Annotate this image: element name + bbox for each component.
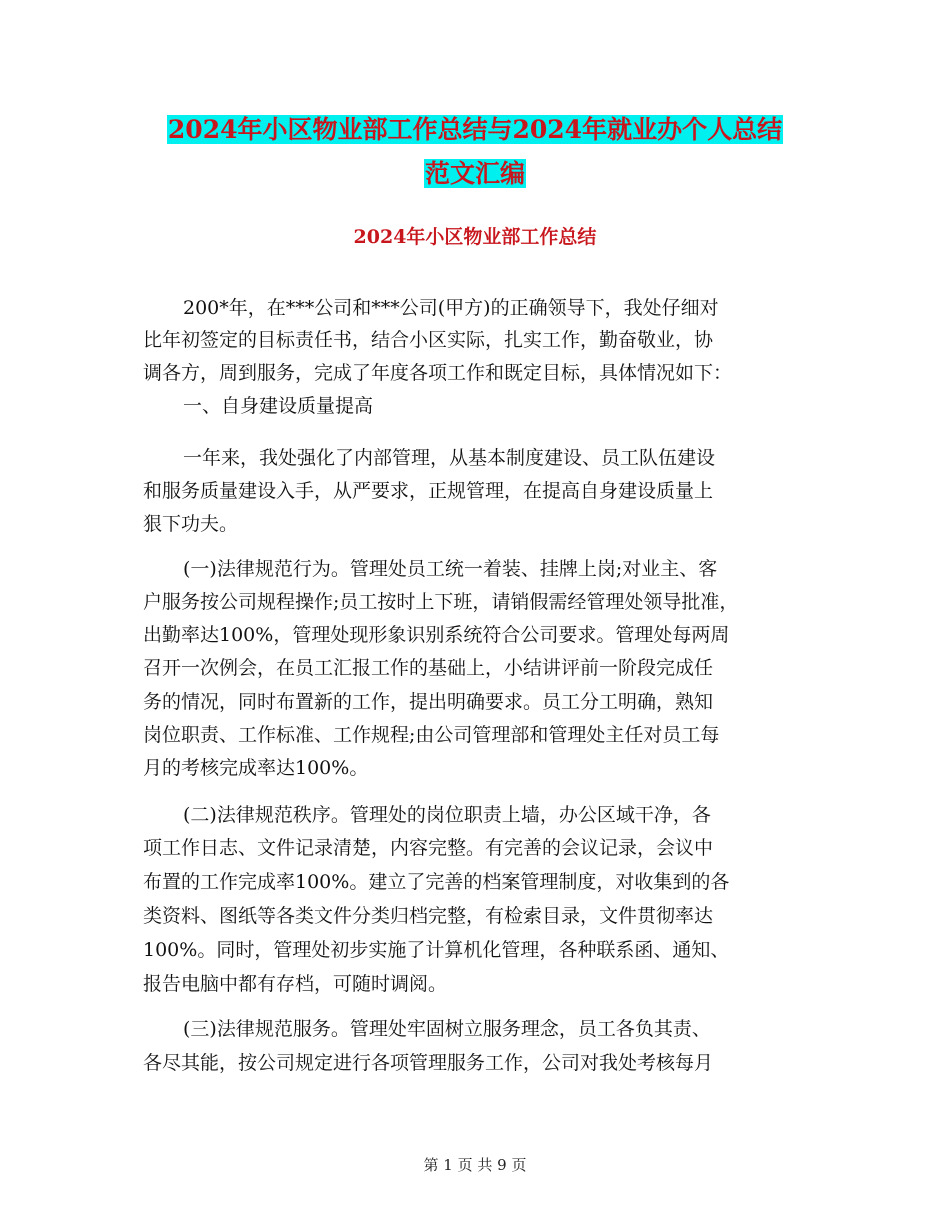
paragraph-line: 狠下功夫。 [143,513,239,535]
section-heading: 一、自身建设质量提高 [183,395,374,417]
paragraph-line: 出勤率达100%，管理处现形象识别系统符合公司要求。管理处每两周 [143,624,730,646]
paragraph-line: 200*年，在***公司和***公司(甲方)的正确领导下，我处仔细对 [183,297,719,319]
paragraph-line: 布置的工作完成率100%。建立了完善的档案管理制度，对收集到的各 [143,871,730,893]
paragraph-line: (二)法律规范秩序。管理处的岗位职责上墙，办公区域干净，各 [183,804,711,826]
paragraph-line: (一)法律规范行为。管理处员工统一着装、挂牌上岗;对业主、客 [183,558,718,580]
document-title-line-2: 范文汇编 [424,159,525,188]
paragraph-line: 召开一次例会，在员工汇报工作的基础上，小结讲评前一阶段完成任 [143,657,714,679]
paragraph-line: 调各方，周到服务，完成了年度各项工作和既定目标，具体情况如下： [143,362,733,384]
paragraph-line: 项工作日志、文件记录清楚，内容完整。有完善的会议记录，会议中 [143,837,714,859]
paragraph-line: (三)法律规范服务。管理处牢固树立服务理念，员工各负其责、 [183,1018,711,1040]
page-footer: 第 1 页 共 9 页 [423,1156,527,1174]
paragraph-line: 100%。同时，管理处初步实施了计算机化管理，各种联系函、通知、 [143,939,730,961]
paragraph-line: 类资料、图纸等各类文件分类归档完整，有检索目录，文件贯彻率达 [143,905,714,927]
paragraph-line: 月的考核完成率达100%。 [143,757,369,779]
paragraph-line: 报告电脑中都有存档，可随时调阅。 [143,973,448,995]
paragraph-line: 和服务质量建设入手，从严要求，正规管理，在提高自身建设质量上 [143,480,714,502]
paragraph-line: 户服务按公司规程操作;员工按时上下班，请销假需经管理处领导批准， [143,591,739,613]
document-title-line-1: 2024年小区物业部工作总结与2024年就业办个人总结 [167,115,783,144]
section-title: 2024年小区物业部工作总结 [353,226,597,248]
paragraph-line: 一年来，我处强化了内部管理，从基本制度建设、员工队伍建设 [183,447,716,469]
paragraph-line: 比年初签定的目标责任书，结合小区实际，扎实工作，勤奋敬业，协 [143,329,714,351]
paragraph-line: 各尽其能，按公司规定进行各项管理服务工作，公司对我处考核每月 [143,1052,714,1074]
paragraph-line: 岗位职责、工作标准、工作规程;由公司管理部和管理处主任对员工每 [143,724,720,746]
paragraph-line: 务的情况，同时布置新的工作，提出明确要求。员工分工明确，熟知 [143,691,714,713]
